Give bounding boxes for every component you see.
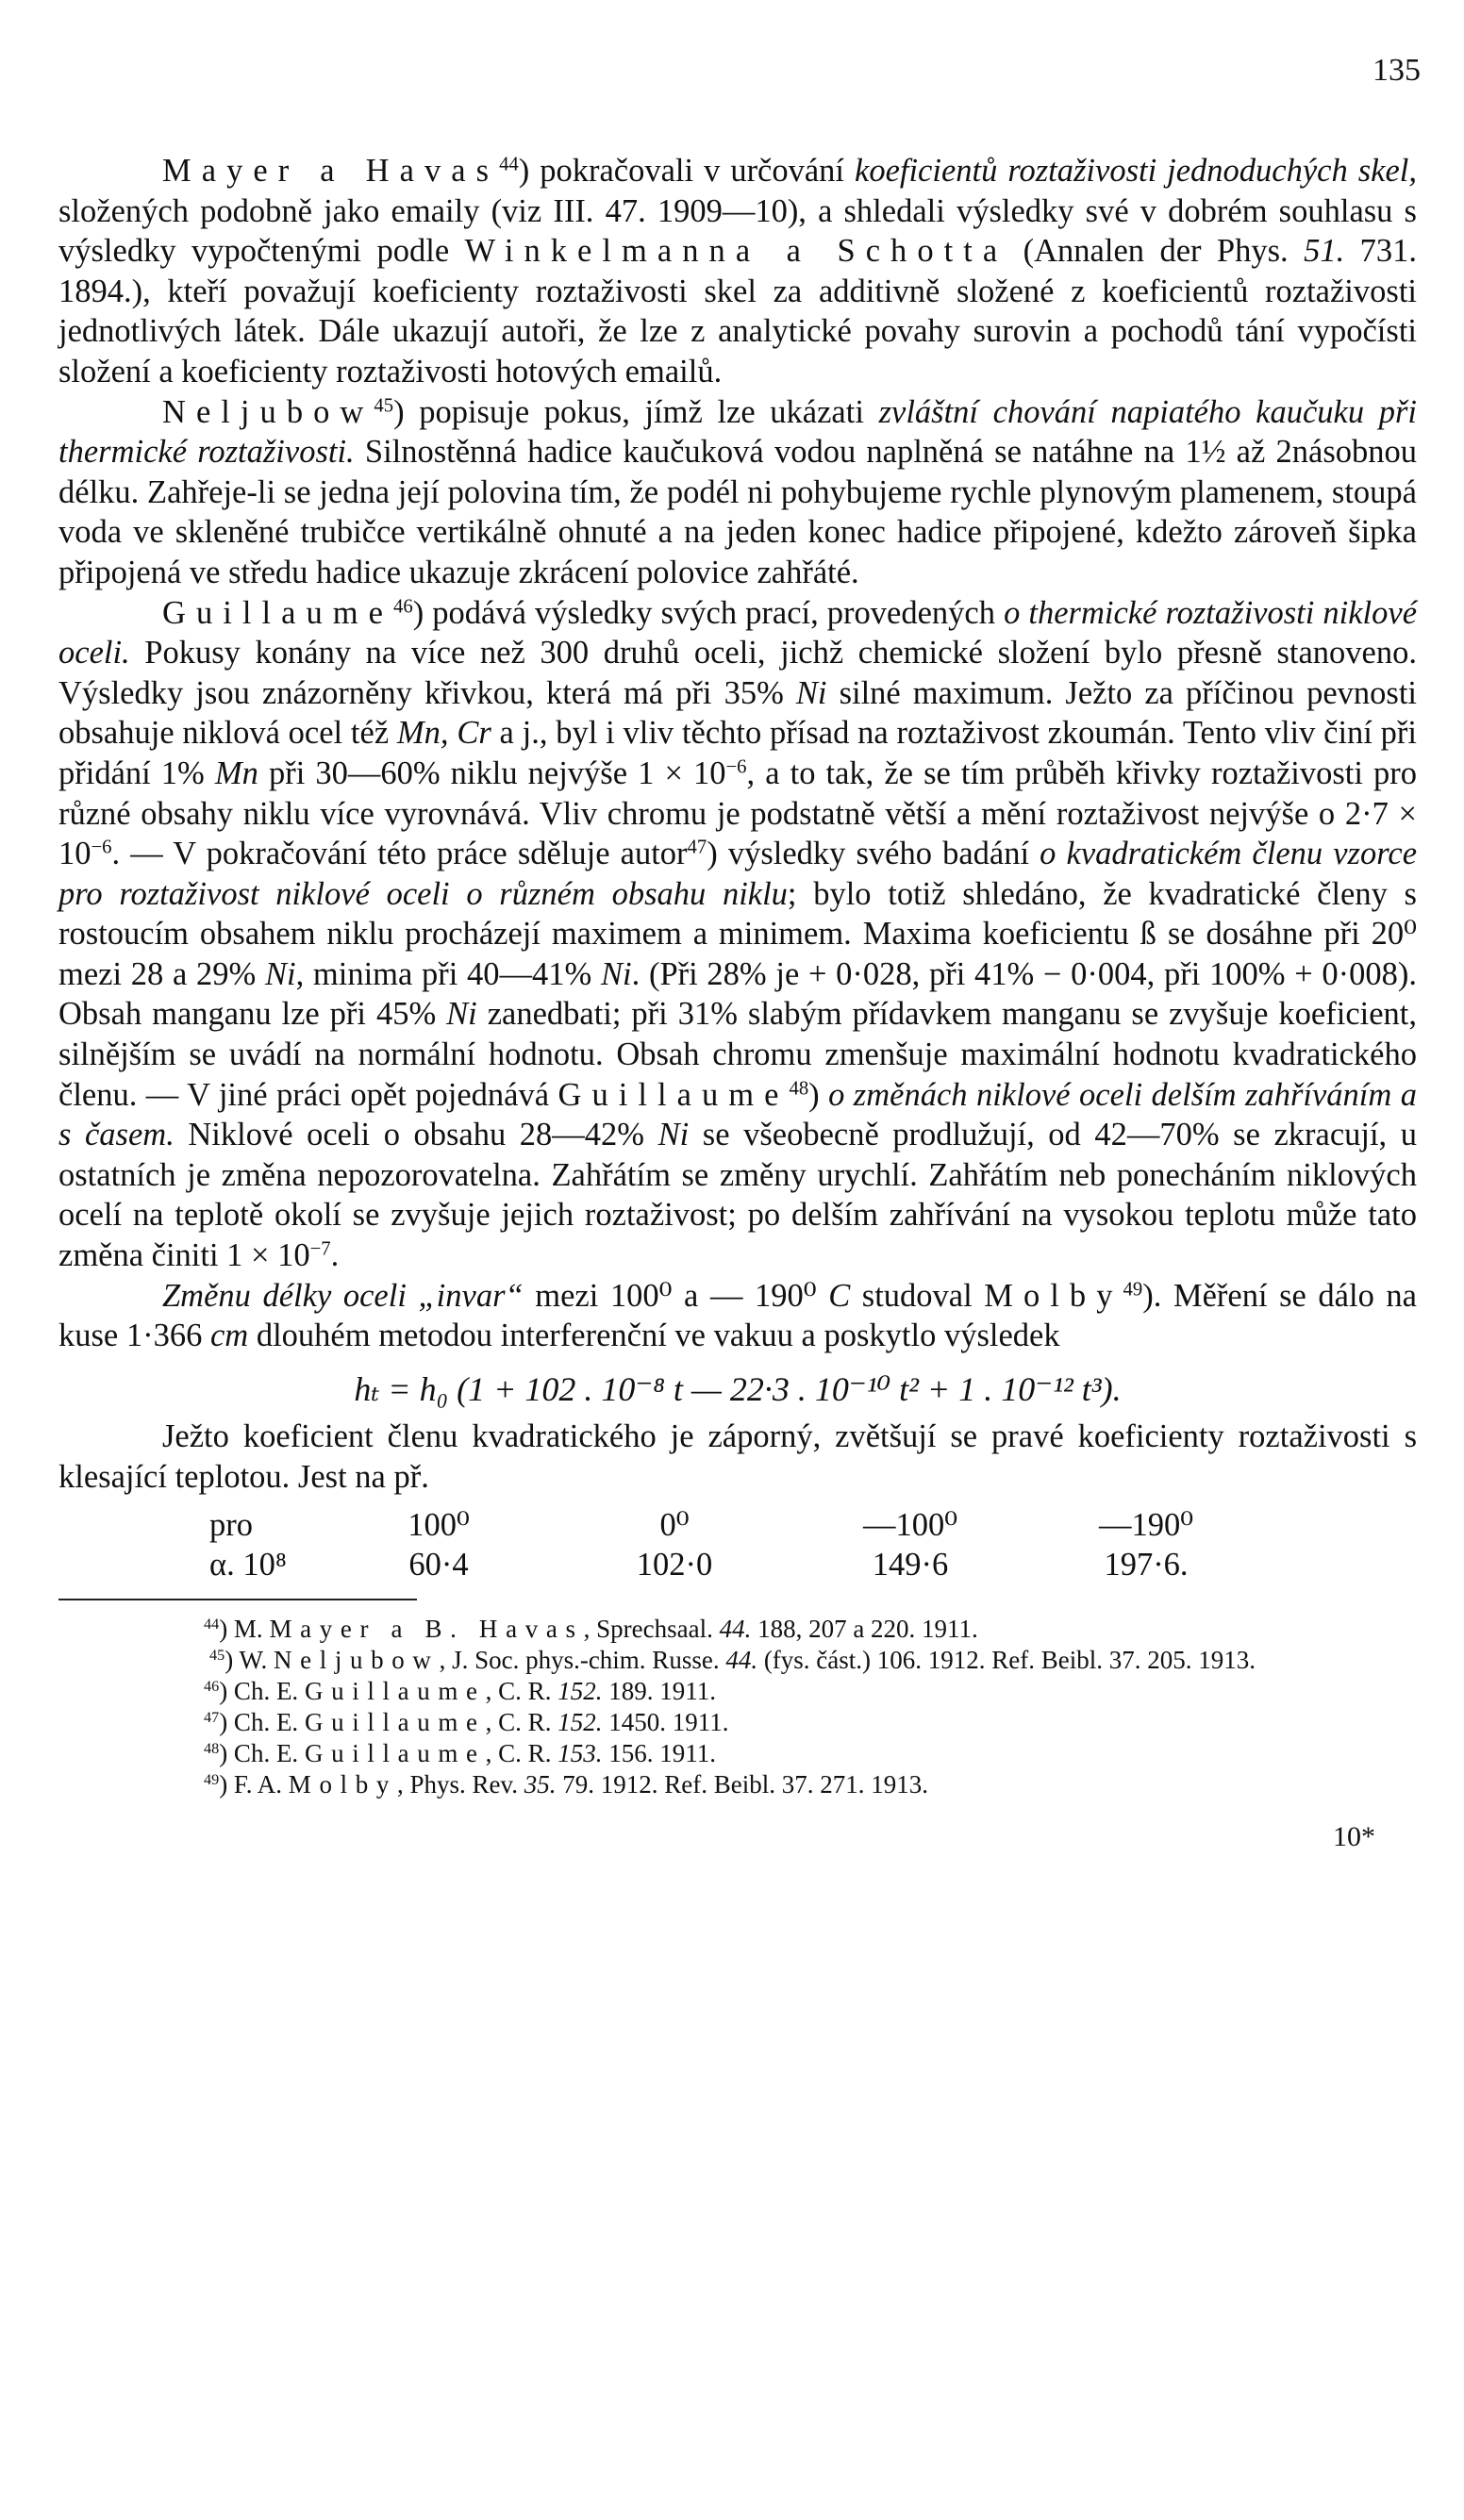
paragraph-guillaume [58,593,1417,1276]
text: , minima při 40—41% [295,955,602,992]
table-cell: pro [209,1506,253,1543]
text: ; bylo totiž shledáno, že kvadratické členy s rostoucím obsahem niklu procházejí maximem a minimem. Maxima koeficientu ß se dosáhne při 20⁰ mezi 28 a 29% [58,875,1417,992]
footnote-ref: 49 [1123,1279,1143,1301]
author-name: Molby [984,1277,1123,1314]
text: (Annalen der Phys. [1007,233,1305,270]
text: . — V pokračování této práce sděluje autor [111,836,688,872]
text: při 30—60% niklu nejvýše 1 × 10 [258,754,726,791]
text: 188, 207 a 220. 1911. [751,1614,978,1643]
text: ) F. A. [219,1769,289,1799]
text: zanedbati; při 31% slabým přídavkem manganu se zvyšuje koeficient, silnějším se uvádí na normální hodnotu. Obsah chromu zmenšuje maximální hodnotu kvadratického členu. — V jiné práci opět pojednává [58,996,1417,1113]
text: a j., byl i vliv těchto přísad na roztaživost zkoumán. Tento vliv činí při přidání 1% [58,715,1417,791]
table-cell: 102·0 [636,1547,713,1583]
italic-volume: 152. [557,1676,603,1705]
footnote-48 [58,1738,1417,1769]
footnote-ref: 46 [393,596,413,618]
text: 156. 1911. [602,1738,716,1767]
text: mezi 100⁰ a — 190⁰ [523,1277,829,1314]
table-row [209,1545,1264,1585]
coefficient-table [209,1505,1264,1585]
footnote-47 [58,1707,1417,1738]
text: 1450. 1911. [602,1707,729,1736]
author-name: Mayer a B. Havas [269,1614,584,1643]
footnote-45 [58,1645,1417,1676]
italic-volume: 35. [524,1769,557,1799]
italic-topic: o thermické roztaživosti niklové oceli. [58,594,1418,671]
text: Pokusy konány na více než 300 druhů oceli, jichž chemické složení bylo přesně stanoveno. Výsledky jsou znázorněny křivkou, která má při 35% [58,635,1417,711]
text: Silnostěnná hadice kaučuková vodou naplněná se natáhne na 1½ až 2násobnou délku. Zahřeje-li se jedna její polovina tím, že podél ni pohybujeme rychle plynovým plamenem, stoupá voda ve skleněné trubičce vertikálně ohnuté a na jeden konec hadice připojené, kdežto zároveň šipka připojená ve středu hadice ukazuje zkrácení polovice zahřáté. [58,434,1417,590]
text: ) podává výsledky svých prací, provedených [412,594,1005,631]
paragraph-neljubow [58,392,1417,593]
text: studoval [850,1277,985,1314]
footnote-number: 46 [204,1677,220,1695]
signature-mark: 10* [1333,1820,1375,1852]
table-cell: —100⁰ [862,1506,958,1543]
author-name: Guillaume [304,1738,486,1767]
text: ) popisuje pokus, jímž lze ukázati [393,393,879,430]
exponent: −6 [725,756,747,778]
italic-symbol: C [828,1277,851,1314]
text: , C. R. [485,1676,558,1705]
text: ) [808,1076,829,1113]
italic-volume: 152. [557,1707,603,1736]
text: ) M. [219,1614,270,1643]
text: , a to tak, že se tím průběh křivky roztaživosti pro různé obsahy niklu více vyrovnává. Vliv chromu je podstatně větší a mění roztaživost nejvýše o 2·7 × 10 [58,754,1418,872]
footnote-ref: 45 [374,395,394,417]
author-name: Guillaume [162,594,393,631]
text: , Phys. Rev. [397,1769,524,1799]
expansion-formula [58,1369,1417,1410]
table-cell: α. 10⁸ [209,1547,287,1583]
italic-topic: Změnu délky oceli „invar“ [162,1277,524,1314]
text: silné maximum. Ježto za příčinou pevnosti obsahuje niklová ocel též [58,674,1417,752]
paragraph-molby [58,1276,1417,1356]
article-body [58,151,1417,1857]
italic-symbol: Ni [601,955,632,992]
footnote-ref: 48 [789,1078,809,1100]
author-name: Mayer a Havas [162,153,500,189]
table-cell: 149·6 [872,1547,949,1583]
text: ) výsledky svého badání [707,836,1040,872]
italic-topic: koeficientů roztaživosti jednoduchých skel, [855,153,1417,189]
text: se všeobecně prodlužují, od 42—70% se zkracují, u ostatních je změna nepozorovatelna. Zahřátím se změny urychlí. Zahřátím neb ponecháním niklových ocelí na teplotě okolí se zvyšuje jejich roztaživost; po delším zahřívání na vysokou teplotu může tato změna činiti 1 × 10 [58,1117,1417,1274]
author-name: Neljubow [273,1645,440,1674]
text: ) Ch. E. [219,1676,305,1705]
italic-volume: 44. [719,1614,752,1643]
italic-symbol: Ni [264,955,296,992]
author-name: Molby [288,1769,398,1799]
footnote-ref: 47 [687,837,707,858]
footnote-number: 44 [204,1615,220,1633]
text: složených podobně jako emaily (viz III. 47. 1909—10), a shledali výsledky své v dobrém souhlasu s výsledky vypočtenými podle [58,192,1417,270]
text: , Sprechsaal. [583,1614,720,1643]
table-cell: —190⁰ [1098,1506,1194,1543]
footnote-49 [58,1769,1417,1800]
text: Niklové oceli o obsahu 28—42% [174,1117,658,1153]
footnote-ref: 44 [499,154,519,175]
page-number: 135 [1372,53,1421,88]
text: , J. Soc. phys.-chim. Russe. [439,1645,726,1674]
footnote-number: 47 [204,1708,220,1726]
italic-symbol: Ni [446,996,477,1033]
text: 189. 1911. [602,1676,716,1705]
table-row [209,1505,1264,1546]
text: dlouhém metodou interferenční ve vakuu a poskytlo výsledek [248,1318,1060,1354]
text: ) pokračovali v určování [518,153,856,189]
text: 79. 1912. Ref. Beibl. 37. 271. 1913. [556,1769,929,1799]
footnote-44 [58,1614,1417,1645]
author-name: Neljubow [162,393,374,430]
formula-text: hₜ = h₀ (1 + 102 . 10⁻⁸ t — 22·3 . 10⁻¹⁰ t² + 1 . 10⁻¹² t³). [354,1369,1122,1408]
text: ). Měření se dálo na kuse 1·366 [58,1277,1417,1354]
italic-symbol: Ni [657,1117,690,1153]
italic-topic: zvláštní chování napiatého kaučuku při thermické roztaživosti. [58,393,1417,471]
table-cell: 60·4 [408,1547,469,1583]
italic-symbol: Ni [795,674,827,711]
author-name: Winkelmanna a Schotta [464,233,1008,270]
author-name: Guillaume [557,1076,790,1113]
table-cell: 100⁰ [408,1506,470,1543]
text: ) W. [225,1645,274,1674]
text: ) Ch. E. [219,1738,305,1767]
footnote-number: 45 [209,1646,225,1664]
italic-volume: 153. [557,1738,603,1767]
exponent: −6 [91,837,112,858]
italic-topic: o změnách niklové oceli delším zahříváním a s časem. [58,1076,1417,1153]
author-name: Guillaume [304,1707,486,1736]
footnote-46 [58,1676,1417,1707]
table-cell: 0⁰ [659,1506,690,1543]
text: (fys. část.) 106. 1912. Ref. Beibl. 37. 205. 1913. [757,1645,1256,1674]
exponent: −7 [309,1238,331,1260]
italic-volume: 44. [725,1645,758,1674]
italic-unit: cm [209,1318,249,1354]
text: 731. 1894.), kteří považují koeficienty roztaživosti skel za additivně složené z koeficientů roztaživosti jednotlivých látek. Dále ukazují autoři, že lze z analytické povahy surovin a pochodů tání vypočísti složení a koeficienty roztaživosti hotových emailů. [58,233,1417,390]
text: . (Při 28% je + 0·028, při 41% − 0·004, při 100% + 0·008). Obsah manganu lze při 45% [58,955,1417,1033]
paragraph-mayer-havas [58,151,1417,392]
paragraph-conclusion: Ježto koeficient členu kvadratického je záporný, zvětšují se pravé koeficienty roztaživosti s klesající teplotou. Jest na př. [58,1418,1417,1495]
footnote-divider [58,1599,417,1600]
text: . [330,1237,340,1274]
footnote-number: 49 [204,1770,220,1788]
italic-topic: o kvadratickém členu vzorce pro roztaživost niklové oceli o různém obsahu niklu [58,836,1418,912]
italic-symbol: Mn [214,754,258,791]
footnote-number: 48 [204,1739,220,1757]
table-cell: 197·6. [1104,1547,1189,1583]
text: ) Ch. E. [219,1707,305,1736]
author-name: Guillaume [304,1676,486,1705]
italic-volume: 51. [1304,233,1345,270]
text: , C. R. [485,1707,558,1736]
text: , C. R. [485,1738,558,1767]
italic-symbol: Mn, Cr [396,715,491,752]
